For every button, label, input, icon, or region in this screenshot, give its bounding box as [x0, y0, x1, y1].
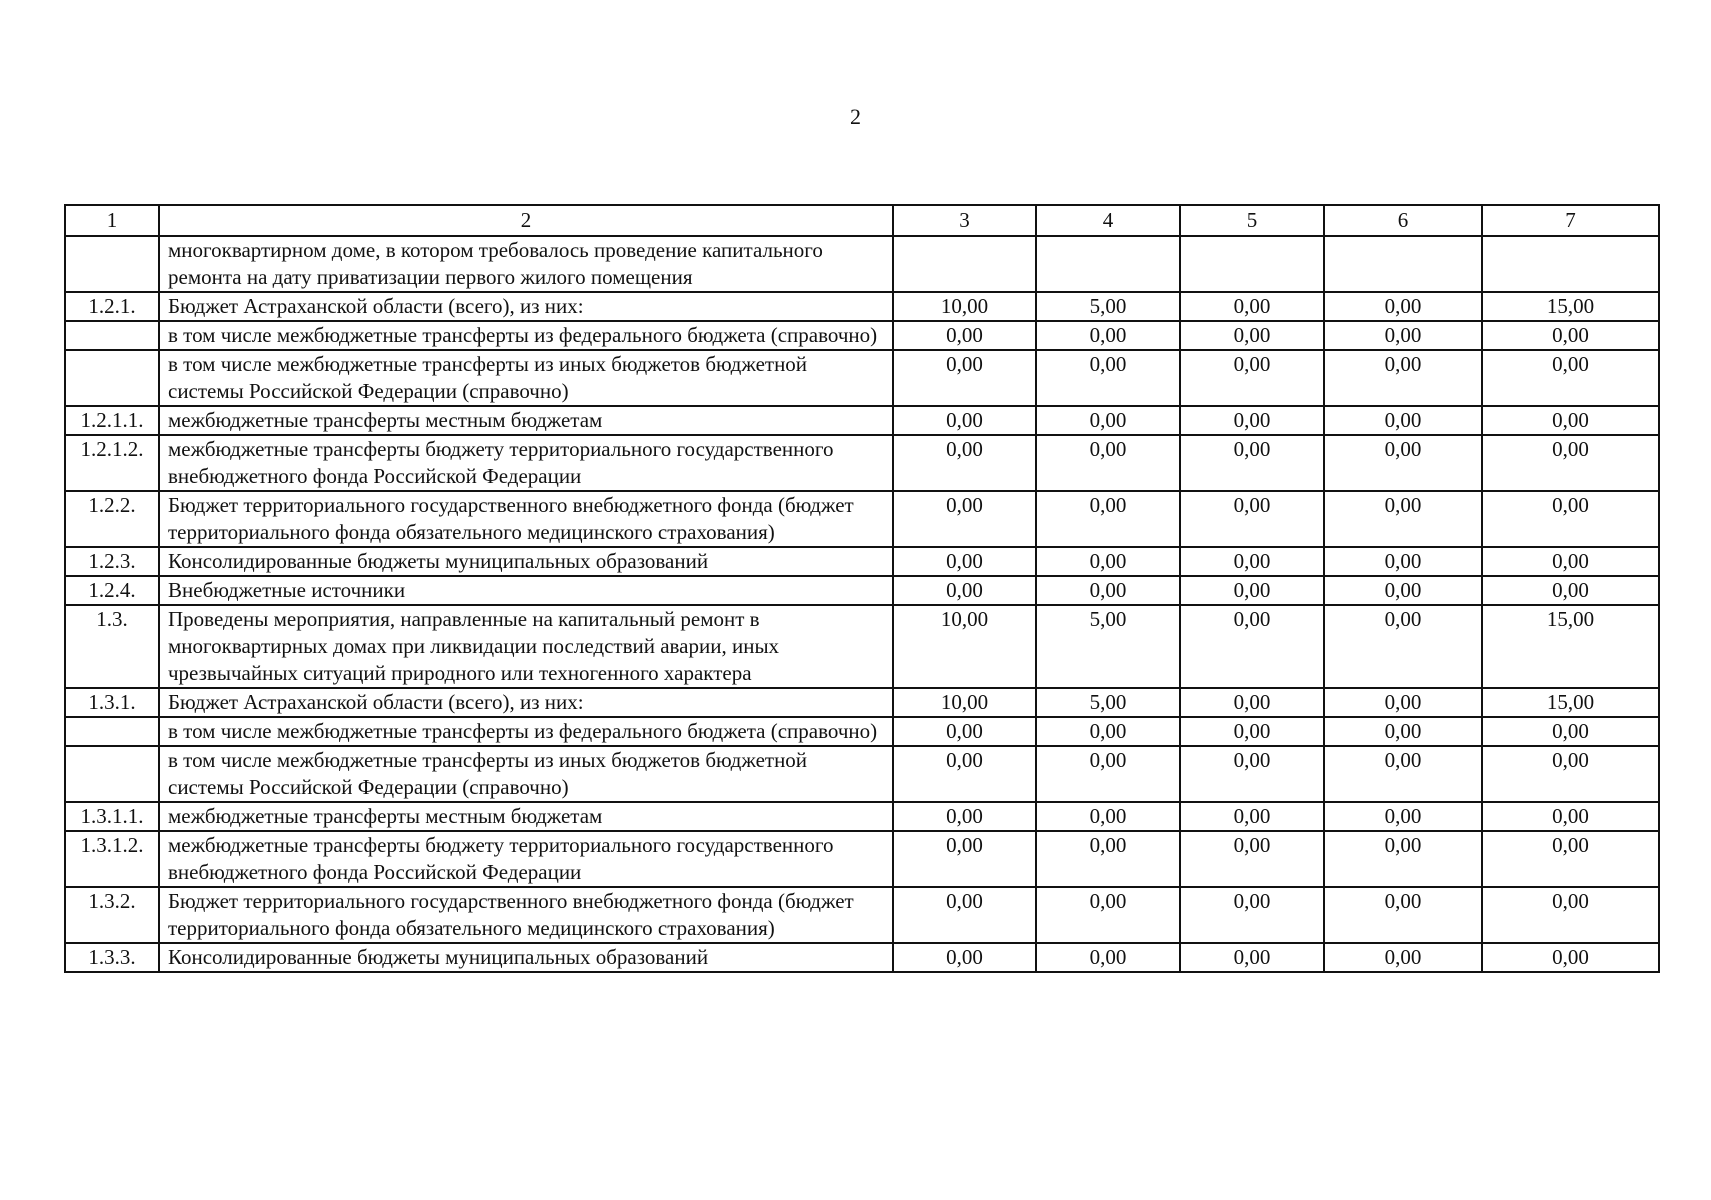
row-value-col-7: 0,00 — [1482, 717, 1659, 746]
row-value-col-3 — [893, 236, 1036, 292]
row-value-col-4 — [1036, 236, 1180, 292]
row-value-col-3: 0,00 — [893, 802, 1036, 831]
row-value-col-6: 0,00 — [1324, 292, 1482, 321]
row-description: в том числе межбюджетные трансферты из иных бюджетов бюджетной системы Российской Федерации (справочно) — [159, 350, 893, 406]
row-value-col-3: 0,00 — [893, 406, 1036, 435]
row-description: в том числе межбюджетные трансферты из федерального бюджета (справочно) — [159, 321, 893, 350]
row-value-col-5: 0,00 — [1180, 321, 1324, 350]
row-value-col-3: 0,00 — [893, 717, 1036, 746]
row-value-col-3: 0,00 — [893, 547, 1036, 576]
row-code — [65, 321, 159, 350]
page-number: 2 — [850, 104, 861, 129]
table-header-row — [65, 205, 1659, 236]
row-value-col-4: 0,00 — [1036, 802, 1180, 831]
row-description: межбюджетные трансферты местным бюджетам — [159, 406, 893, 435]
row-value-col-4: 0,00 — [1036, 943, 1180, 972]
row-value-col-5: 0,00 — [1180, 802, 1324, 831]
header-col-5: 5 — [1180, 205, 1324, 236]
row-value-col-4: 0,00 — [1036, 491, 1180, 547]
row-value-col-6 — [1324, 236, 1482, 292]
budget-table-container — [64, 204, 1658, 973]
row-value-col-4: 0,00 — [1036, 321, 1180, 350]
row-value-col-4: 0,00 — [1036, 717, 1180, 746]
row-value-col-3: 10,00 — [893, 292, 1036, 321]
row-code: 1.3.2. — [65, 887, 159, 943]
row-value-col-7: 0,00 — [1482, 350, 1659, 406]
row-value-col-7: 0,00 — [1482, 406, 1659, 435]
row-value-col-7: 0,00 — [1482, 943, 1659, 972]
row-description: Бюджет Астраханской области (всего), из них: — [159, 292, 893, 321]
row-value-col-3: 0,00 — [893, 746, 1036, 802]
row-value-col-7 — [1482, 236, 1659, 292]
row-value-col-4: 0,00 — [1036, 350, 1180, 406]
row-code: 1.2.1. — [65, 292, 159, 321]
row-value-col-4: 0,00 — [1036, 746, 1180, 802]
row-value-col-6: 0,00 — [1324, 717, 1482, 746]
row-value-col-6: 0,00 — [1324, 605, 1482, 688]
budget-table — [64, 204, 1660, 973]
row-code — [65, 717, 159, 746]
row-value-col-4: 0,00 — [1036, 435, 1180, 491]
row-value-col-7: 15,00 — [1482, 292, 1659, 321]
row-value-col-6: 0,00 — [1324, 576, 1482, 605]
table-row — [65, 547, 1659, 576]
table-row — [65, 236, 1659, 292]
row-code: 1.3.1. — [65, 688, 159, 717]
table-row — [65, 943, 1659, 972]
row-value-col-6: 0,00 — [1324, 887, 1482, 943]
row-value-col-5: 0,00 — [1180, 406, 1324, 435]
row-description: Внебюджетные источники — [159, 576, 893, 605]
row-code: 1.2.1.2. — [65, 435, 159, 491]
row-value-col-7: 15,00 — [1482, 605, 1659, 688]
row-value-col-4: 5,00 — [1036, 292, 1180, 321]
row-value-col-6: 0,00 — [1324, 746, 1482, 802]
row-value-col-3: 0,00 — [893, 435, 1036, 491]
row-description: Консолидированные бюджеты муниципальных образований — [159, 547, 893, 576]
row-code — [65, 746, 159, 802]
row-description: межбюджетные трансферты бюджету территориального государственного внебюджетного фонда Российской Федерации — [159, 831, 893, 887]
row-description: Бюджет Астраханской области (всего), из них: — [159, 688, 893, 717]
header-col-1: 1 — [65, 205, 159, 236]
row-value-col-3: 0,00 — [893, 491, 1036, 547]
row-value-col-5: 0,00 — [1180, 746, 1324, 802]
row-value-col-4: 0,00 — [1036, 406, 1180, 435]
row-description: межбюджетные трансферты местным бюджетам — [159, 802, 893, 831]
row-value-col-4: 5,00 — [1036, 605, 1180, 688]
row-value-col-6: 0,00 — [1324, 491, 1482, 547]
table-row — [65, 491, 1659, 547]
row-value-col-5: 0,00 — [1180, 576, 1324, 605]
row-code: 1.2.1.1. — [65, 406, 159, 435]
table-row — [65, 717, 1659, 746]
row-value-col-5: 0,00 — [1180, 943, 1324, 972]
row-value-col-5: 0,00 — [1180, 887, 1324, 943]
table-row — [65, 435, 1659, 491]
row-code: 1.2.3. — [65, 547, 159, 576]
row-value-col-6: 0,00 — [1324, 943, 1482, 972]
row-value-col-3: 0,00 — [893, 576, 1036, 605]
row-value-col-4: 0,00 — [1036, 831, 1180, 887]
row-value-col-3: 0,00 — [893, 943, 1036, 972]
row-value-col-4: 0,00 — [1036, 576, 1180, 605]
row-code: 1.2.4. — [65, 576, 159, 605]
row-code: 1.3. — [65, 605, 159, 688]
row-value-col-6: 0,00 — [1324, 688, 1482, 717]
table-row — [65, 688, 1659, 717]
row-value-col-3: 10,00 — [893, 688, 1036, 717]
row-code — [65, 236, 159, 292]
row-code — [65, 350, 159, 406]
row-value-col-5: 0,00 — [1180, 435, 1324, 491]
row-value-col-5: 0,00 — [1180, 491, 1324, 547]
row-code: 1.3.3. — [65, 943, 159, 972]
table-row — [65, 350, 1659, 406]
header-col-6: 6 — [1324, 205, 1482, 236]
row-value-col-7: 0,00 — [1482, 547, 1659, 576]
row-value-col-6: 0,00 — [1324, 406, 1482, 435]
table-row — [65, 292, 1659, 321]
table-row — [65, 887, 1659, 943]
row-value-col-5: 0,00 — [1180, 292, 1324, 321]
row-value-col-7: 0,00 — [1482, 435, 1659, 491]
table-row — [65, 802, 1659, 831]
row-value-col-6: 0,00 — [1324, 547, 1482, 576]
row-description: межбюджетные трансферты бюджету территориального государственного внебюджетного фонда Российской Федерации — [159, 435, 893, 491]
row-value-col-5: 0,00 — [1180, 831, 1324, 887]
row-value-col-7: 0,00 — [1482, 831, 1659, 887]
header-col-2: 2 — [159, 205, 893, 236]
row-value-col-4: 5,00 — [1036, 688, 1180, 717]
row-description: в том числе межбюджетные трансферты из иных бюджетов бюджетной системы Российской Федерации (справочно) — [159, 746, 893, 802]
table-row — [65, 605, 1659, 688]
row-description: Бюджет территориального государственного внебюджетного фонда (бюджет территориального фонда обязательного медицинского страхования) — [159, 887, 893, 943]
row-value-col-4: 0,00 — [1036, 547, 1180, 576]
row-value-col-3: 0,00 — [893, 350, 1036, 406]
row-value-col-5: 0,00 — [1180, 688, 1324, 717]
row-value-col-6: 0,00 — [1324, 831, 1482, 887]
header-col-7: 7 — [1482, 205, 1659, 236]
row-value-col-6: 0,00 — [1324, 435, 1482, 491]
row-value-col-5: 0,00 — [1180, 547, 1324, 576]
row-value-col-3: 0,00 — [893, 887, 1036, 943]
table-body — [65, 236, 1659, 972]
header-col-4: 4 — [1036, 205, 1180, 236]
row-value-col-3: 0,00 — [893, 831, 1036, 887]
row-description: Проведены мероприятия, направленные на капитальный ремонт в многоквартирных домах при ликвидации последствий аварии, иных чрезвычайных ситуаций природного или техногенного характера — [159, 605, 893, 688]
row-value-col-5: 0,00 — [1180, 717, 1324, 746]
table-row — [65, 406, 1659, 435]
row-value-col-5: 0,00 — [1180, 350, 1324, 406]
row-value-col-6: 0,00 — [1324, 321, 1482, 350]
table-row — [65, 321, 1659, 350]
row-value-col-4: 0,00 — [1036, 887, 1180, 943]
row-value-col-3: 0,00 — [893, 321, 1036, 350]
row-value-col-7: 0,00 — [1482, 746, 1659, 802]
row-description: Консолидированные бюджеты муниципальных образований — [159, 943, 893, 972]
row-description: многоквартирном доме, в котором требовалось проведение капитального ремонта на дату приватизации первого жилого помещения — [159, 236, 893, 292]
table-row — [65, 831, 1659, 887]
table-row — [65, 576, 1659, 605]
row-value-col-7: 0,00 — [1482, 576, 1659, 605]
row-value-col-7: 0,00 — [1482, 802, 1659, 831]
row-value-col-3: 10,00 — [893, 605, 1036, 688]
row-value-col-5 — [1180, 236, 1324, 292]
row-value-col-7: 15,00 — [1482, 688, 1659, 717]
row-value-col-6: 0,00 — [1324, 350, 1482, 406]
header-col-3: 3 — [893, 205, 1036, 236]
row-value-col-7: 0,00 — [1482, 887, 1659, 943]
table-row — [65, 746, 1659, 802]
row-code: 1.3.1.2. — [65, 831, 159, 887]
row-description: в том числе межбюджетные трансферты из федерального бюджета (справочно) — [159, 717, 893, 746]
row-value-col-7: 0,00 — [1482, 491, 1659, 547]
row-value-col-7: 0,00 — [1482, 321, 1659, 350]
row-description: Бюджет территориального государственного внебюджетного фонда (бюджет территориального фонда обязательного медицинского страхования) — [159, 491, 893, 547]
row-code: 1.3.1.1. — [65, 802, 159, 831]
row-value-col-6: 0,00 — [1324, 802, 1482, 831]
row-value-col-5: 0,00 — [1180, 605, 1324, 688]
row-code: 1.2.2. — [65, 491, 159, 547]
